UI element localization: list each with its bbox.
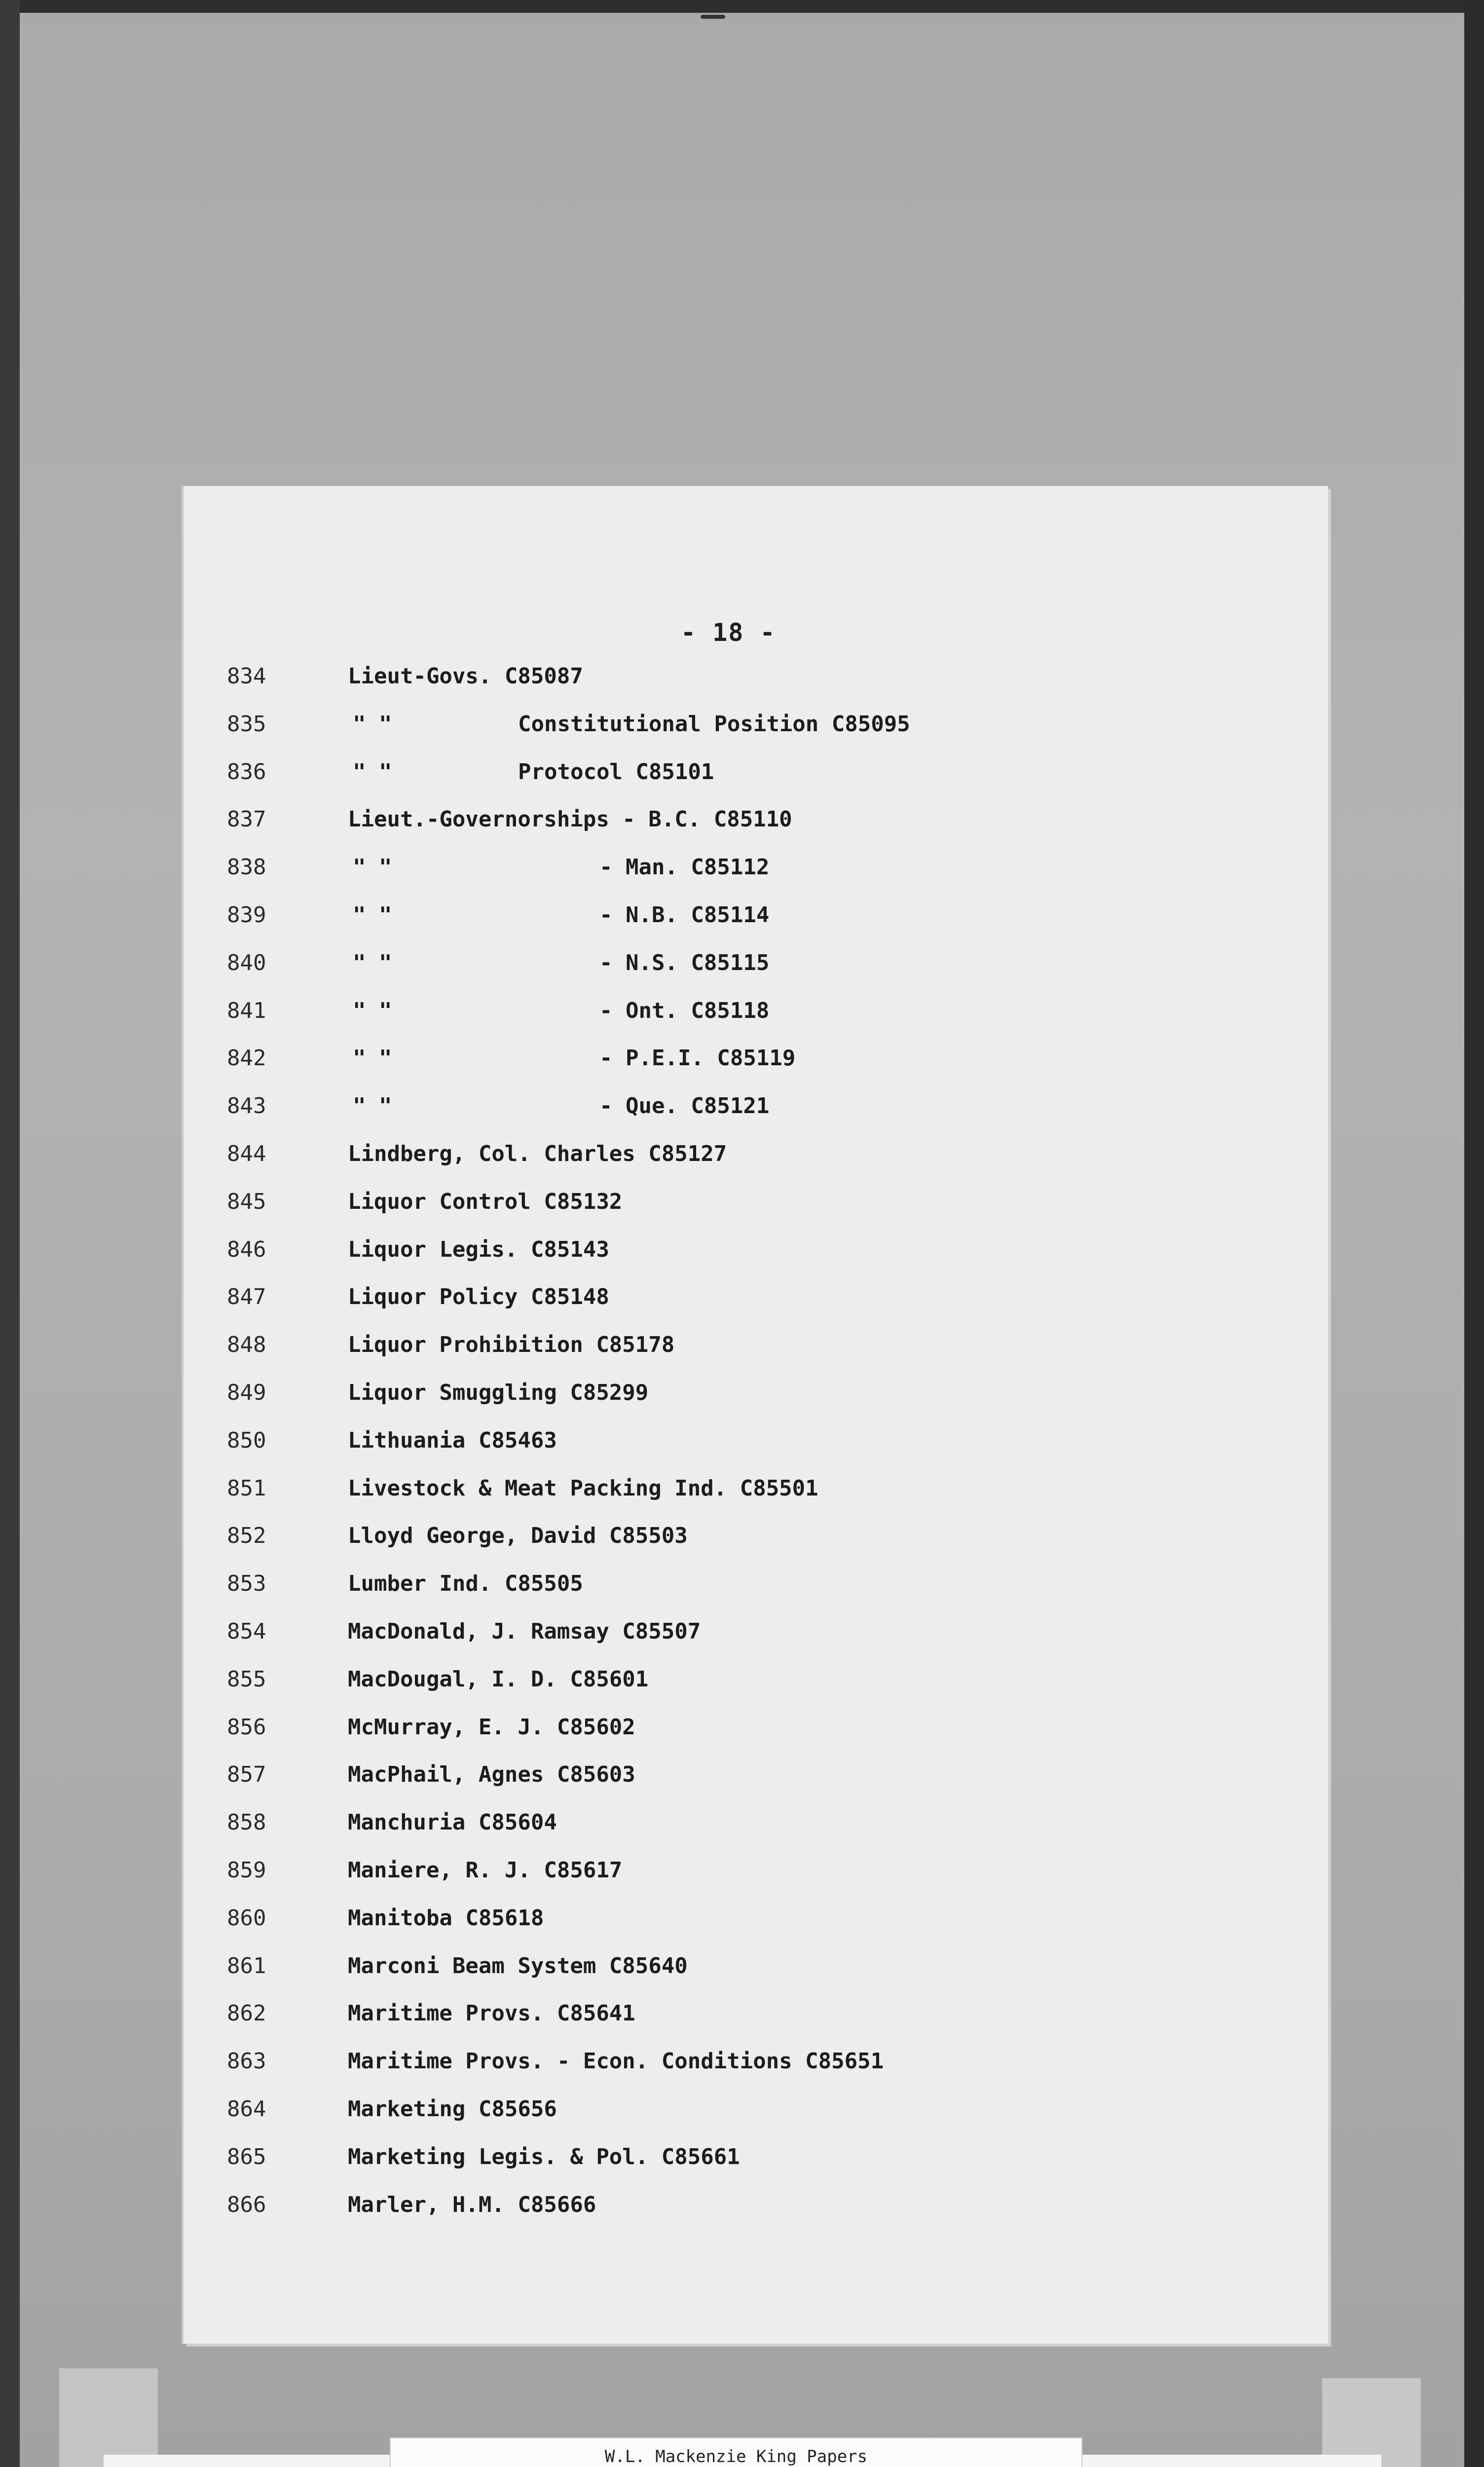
entry-number: 855 xyxy=(227,1667,266,1692)
entry-text: - Ont. C85118 xyxy=(599,998,770,1023)
entry-text: Protocol C85101 xyxy=(518,759,714,785)
entry-text: Manchuria C85604 xyxy=(348,1810,557,1835)
entry-number: 841 xyxy=(227,998,266,1023)
entry-text: Marconi Beam System C85640 xyxy=(348,1953,688,1979)
entry-row xyxy=(227,1237,1263,1267)
entry-text: Lieut.-Governorships - B.C. C85110 xyxy=(348,807,792,832)
entry-number: 835 xyxy=(227,711,266,737)
entry-row xyxy=(227,855,1263,884)
entry-row xyxy=(227,1093,1263,1123)
entry-number: 837 xyxy=(227,807,266,832)
entry-text: Lloyd George, David C85503 xyxy=(348,1523,688,1548)
entry-number: 864 xyxy=(227,2096,266,2122)
entry-number: 856 xyxy=(227,1715,266,1740)
entry-row xyxy=(227,1284,1263,1314)
entry-number: 836 xyxy=(227,759,266,785)
entry-number: 843 xyxy=(227,1093,266,1119)
entry-text: Lindberg, Col. Charles C85127 xyxy=(348,1141,727,1166)
entry-text: Constitutional Position C85095 xyxy=(518,711,910,737)
entry-number: 857 xyxy=(227,1762,266,1787)
entry-row xyxy=(227,1523,1263,1553)
entry-number: 859 xyxy=(227,1858,266,1883)
entry-row xyxy=(227,950,1263,980)
entry-text: - Man. C85112 xyxy=(599,855,770,880)
entry-text: Lumber Ind. C85505 xyxy=(348,1571,583,1596)
entry-text: Livestock & Meat Packing Ind. C85501 xyxy=(348,1476,818,1501)
entry-number: 865 xyxy=(227,2144,266,2169)
entry-text: Lieut-Govs. C85087 xyxy=(348,664,583,689)
entry-text: Liquor Smuggling C85299 xyxy=(348,1380,649,1405)
entry-number: 854 xyxy=(227,1619,266,1644)
entry-number: 847 xyxy=(227,1284,266,1309)
ditto-marks: " " xyxy=(353,998,392,1023)
entry-text: Liquor Legis. C85143 xyxy=(348,1237,609,1262)
film-right-edge xyxy=(1464,0,1484,2467)
entry-number: 838 xyxy=(227,855,266,880)
entry-row xyxy=(227,1667,1263,1696)
entry-text: Maritime Provs. C85641 xyxy=(348,2001,635,2026)
entry-text: Manitoba C85618 xyxy=(348,1906,544,1931)
ditto-marks: " " xyxy=(353,759,392,785)
entry-text: Lithuania C85463 xyxy=(348,1428,557,1453)
page-number: - 18 - xyxy=(681,618,776,647)
entry-number: 851 xyxy=(227,1476,266,1501)
entry-row xyxy=(227,2192,1263,2222)
entry-text: MacPhail, Agnes C85603 xyxy=(348,1762,635,1787)
entry-text: Liquor Policy C85148 xyxy=(348,1284,609,1309)
entry-row xyxy=(227,1476,1263,1505)
entry-number: 863 xyxy=(227,2049,266,2074)
entry-number: 866 xyxy=(227,2192,266,2217)
entry-text: - P.E.I. C85119 xyxy=(599,1046,796,1071)
entry-row xyxy=(227,1906,1263,1935)
entry-text: Maritime Provs. - Econ. Conditions C85651 xyxy=(348,2049,884,2074)
entry-row xyxy=(227,1715,1263,1744)
entry-row xyxy=(227,902,1263,932)
entry-row xyxy=(227,807,1263,836)
entry-number: 862 xyxy=(227,2001,266,2026)
entry-row xyxy=(227,2096,1263,2126)
entry-text: Liquor Prohibition C85178 xyxy=(348,1332,675,1357)
entry-row xyxy=(227,1380,1263,1410)
ditto-marks: " " xyxy=(353,711,392,737)
entry-text: Maniere, R. J. C85617 xyxy=(348,1858,623,1883)
entry-row xyxy=(227,1189,1263,1219)
entry-row xyxy=(227,1619,1263,1648)
entry-row xyxy=(227,1953,1263,1983)
entry-row xyxy=(227,1046,1263,1075)
film-top-edge xyxy=(0,0,1484,13)
entry-row xyxy=(227,2144,1263,2174)
ditto-marks: " " xyxy=(353,1046,392,1071)
entry-number: 852 xyxy=(227,1523,266,1548)
entry-row xyxy=(227,1858,1263,1887)
entry-row xyxy=(227,759,1263,789)
entry-number: 853 xyxy=(227,1571,266,1596)
entry-row xyxy=(227,1571,1263,1601)
entry-text: Marler, H.M. C85666 xyxy=(348,2192,596,2217)
entry-number: 861 xyxy=(227,1953,266,1979)
entry-number: 846 xyxy=(227,1237,266,1262)
entry-number: 860 xyxy=(227,1906,266,1931)
ditto-marks: " " xyxy=(353,950,392,975)
entry-row xyxy=(227,1428,1263,1458)
entry-row xyxy=(227,2049,1263,2078)
entry-row xyxy=(227,664,1263,693)
entry-number: 845 xyxy=(227,1189,266,1214)
film-left-edge xyxy=(0,0,20,2467)
entry-text: Marketing C85656 xyxy=(348,2096,557,2122)
ditto-marks: " " xyxy=(353,1093,392,1119)
entry-row xyxy=(227,998,1263,1028)
entry-number: 834 xyxy=(227,664,266,689)
film-scratch-mark xyxy=(701,15,725,19)
entry-text: McMurray, E. J. C85602 xyxy=(348,1715,635,1740)
entry-text: MacDonald, J. Ramsay C85507 xyxy=(348,1619,701,1644)
entry-number: 850 xyxy=(227,1428,266,1453)
entry-row xyxy=(227,1141,1263,1171)
collection-label xyxy=(390,2437,1082,2467)
entry-text: MacDougal, I. D. C85601 xyxy=(348,1667,649,1692)
entry-text: - N.S. C85115 xyxy=(599,950,770,975)
collection-name: W.L. Mackenzie King Papers xyxy=(604,2447,868,2467)
entry-number: 839 xyxy=(227,902,266,928)
entry-row xyxy=(227,1332,1263,1362)
entry-row xyxy=(227,1810,1263,1839)
entry-row xyxy=(227,2001,1263,2030)
entry-number: 844 xyxy=(227,1141,266,1166)
entry-text: - Que. C85121 xyxy=(599,1093,770,1119)
entry-number: 849 xyxy=(227,1380,266,1405)
entry-text: - N.B. C85114 xyxy=(599,902,770,928)
entry-text: Liquor Control C85132 xyxy=(348,1189,623,1214)
entry-number: 842 xyxy=(227,1046,266,1071)
entry-text: Marketing Legis. & Pol. C85661 xyxy=(348,2144,740,2169)
entry-row xyxy=(227,1762,1263,1792)
entry-row xyxy=(227,711,1263,741)
entry-number: 858 xyxy=(227,1810,266,1835)
entry-number: 848 xyxy=(227,1332,266,1357)
tape-right xyxy=(1322,2378,1421,2467)
tape-left xyxy=(59,2368,158,2467)
ditto-marks: " " xyxy=(353,902,392,928)
ditto-marks: " " xyxy=(353,855,392,880)
entry-number: 840 xyxy=(227,950,266,975)
